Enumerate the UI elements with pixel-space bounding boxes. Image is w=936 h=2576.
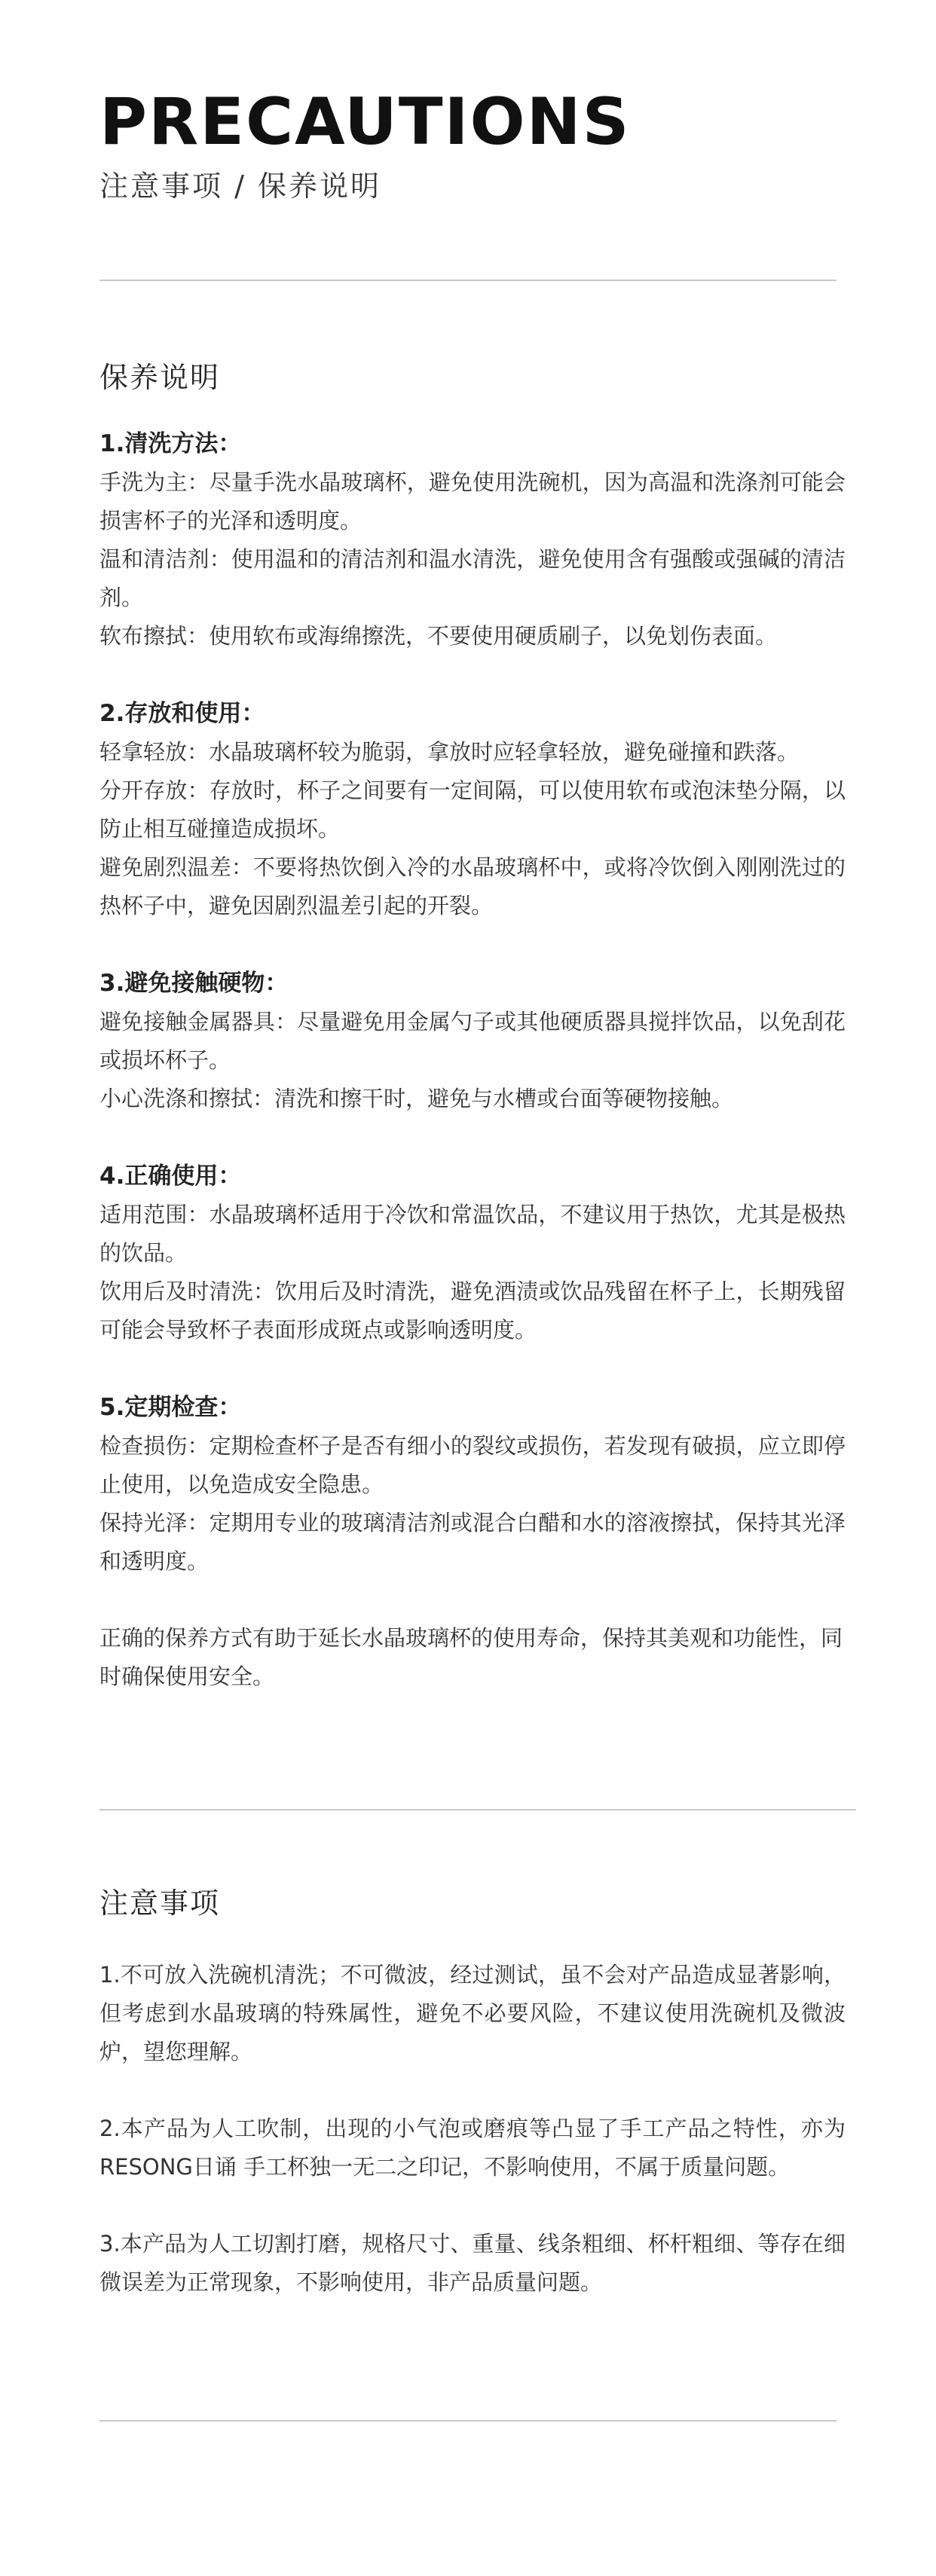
note-item: 3.本产品为人工切割打磨，规格尺寸、重量、线条粗细、杯杆粗细、等存在细微误差为正常现象，不影响使用，非产品质量问题。 bbox=[99, 2231, 846, 2295]
middle-divider bbox=[99, 1809, 856, 1811]
care-item: 适用范围：水晶玻璃杯适用于冷饮和常温饮品，不建议用于热饮，尤其是极热的饮品。 bbox=[99, 1202, 846, 1266]
notes-section bbox=[99, 1956, 846, 2340]
care-group-hard-objects bbox=[99, 964, 846, 1118]
care-item: 轻拿轻放：水晶玻璃杯较为脆弱，拿放时应轻拿轻放，避免碰撞和跌落。 bbox=[99, 739, 800, 765]
care-group-title: 2.存放和使用： bbox=[99, 700, 265, 727]
care-group-title: 4.正确使用： bbox=[99, 1163, 242, 1190]
care-item: 饮用后及时清洗：饮用后及时清洗，避免酒渍或饮品残留在杯子上，长期残留可能会导致杯子表面形成斑点或影响透明度。 bbox=[99, 1279, 846, 1343]
care-group-inspection bbox=[99, 1388, 846, 1581]
care-item: 分开存放：存放时，杯子之间要有一定间隔，可以使用软布或泡沫垫分隔，以防止相互碰撞造成损坏。 bbox=[99, 778, 846, 842]
bottom-divider bbox=[99, 2420, 837, 2422]
care-item: 手洗为主：尽量手洗水晶玻璃杯，避免使用洗碗机，因为高温和洗涤剂可能会损害杯子的光泽和透明度。 bbox=[99, 469, 846, 533]
care-group-title: 1.清洗方法： bbox=[99, 430, 242, 457]
care-item: 小心洗涤和擦拭：清洗和擦干时，避免与水槽或台面等硬物接触。 bbox=[99, 1086, 734, 1111]
note-item: 1.不可放入洗碗机清洗；不可微波，经过测试，虽不会对产品造成显著影响，但考虑到水晶玻璃的特殊属性，避免不必要风险，不建议使用洗碗机及微波炉，望您理解。 bbox=[99, 1962, 846, 2064]
care-summary: 正确的保养方式有助于延长水晶玻璃杯的使用寿命，保持其美观和功能性，同时确保使用安全。 bbox=[99, 1625, 843, 1689]
care-section bbox=[99, 424, 846, 1696]
care-group-title: 3.避免接触硬物： bbox=[99, 970, 289, 997]
top-divider bbox=[99, 280, 837, 281]
care-item: 软布擦拭：使用软布或海绵擦洗，不要使用硬质刷子，以免划伤表面。 bbox=[99, 623, 778, 649]
care-section-heading: 保养说明 bbox=[99, 361, 221, 394]
care-group-storage bbox=[99, 694, 846, 925]
page-subtitle: 注意事项 / 保养说明 bbox=[99, 170, 381, 203]
care-item: 温和清洁剂：使用温和的清洁剂和温水清洗，避免使用含有强酸或强碱的清洁剂。 bbox=[99, 546, 846, 610]
notes-section-heading: 注意事项 bbox=[99, 1887, 221, 1920]
care-group-title: 5.定期检查： bbox=[99, 1394, 242, 1421]
page-title: PRECAUTIONS bbox=[99, 84, 631, 160]
care-item: 避免剧烈温差：不要将热饮倒入冷的水晶玻璃杯中，或将冷饮倒入刚刚洗过的热杯子中，避免因剧烈温差引起的开裂。 bbox=[99, 854, 846, 918]
care-item: 避免接触金属器具：尽量避免用金属勺子或其他硬质器具搅拌饮品，以免刮花或损坏杯子。 bbox=[99, 1009, 846, 1073]
care-group-proper-use bbox=[99, 1157, 846, 1349]
care-group-cleaning bbox=[99, 424, 846, 655]
care-item: 保持光泽：定期用专业的玻璃清洁剂或混合白醋和水的溶液擦拭，保持其光泽和透明度。 bbox=[99, 1510, 846, 1574]
care-item: 检查损伤：定期检查杯子是否有细小的裂纹或损伤，若发现有破损，应立即停止使用，以免造成安全隐患。 bbox=[99, 1433, 846, 1497]
note-item: 2.本产品为人工吹制，出现的小气泡或磨痕等凸显了手工产品之特性，亦为RESONG日诵 手工杯独一无二之印记，不影响使用，不属于质量问题。 bbox=[99, 2116, 846, 2180]
